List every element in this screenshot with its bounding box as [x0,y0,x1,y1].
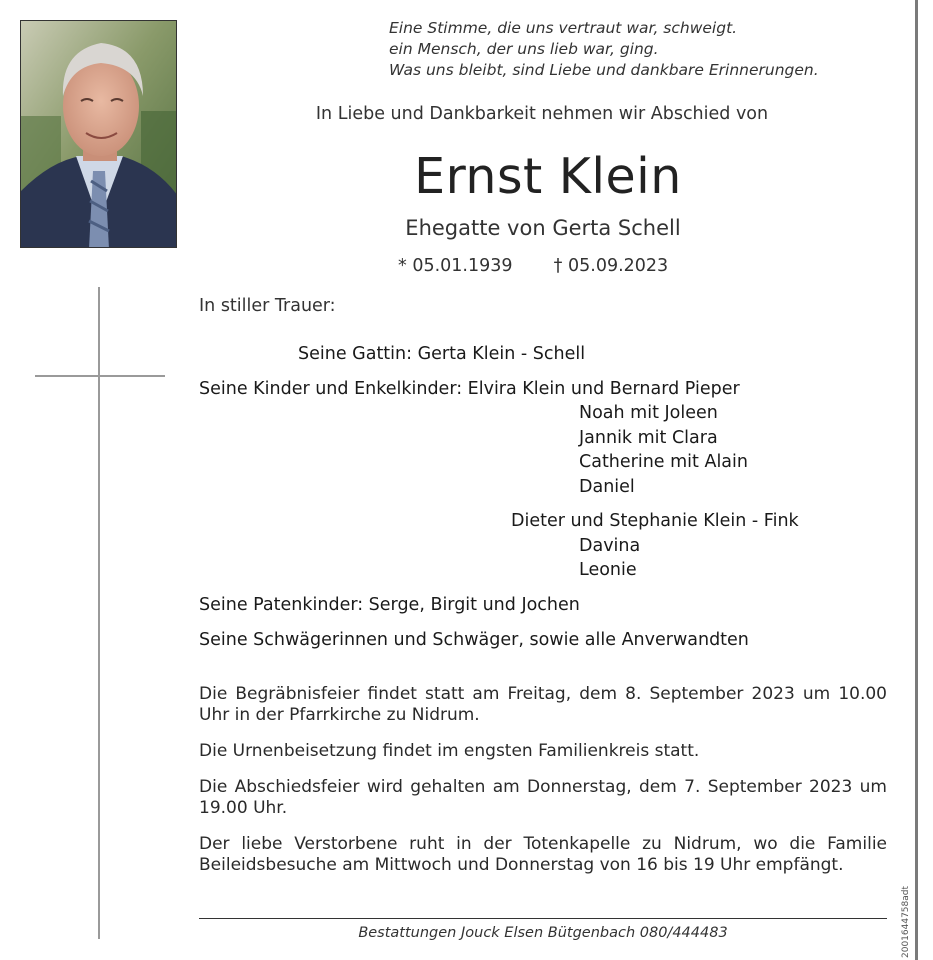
grandchild-item: Catherine mit Alain [579,452,748,472]
funeral-info: Die Begräbnisfeier findet statt am Freitag, dem 8. September 2023 um 10.00 Uhr in der Pfarrkirche zu Nidrum. [199,684,887,725]
undertaker-footer: Bestattungen Jouck Elsen Bütgenbach 080/444483 [358,925,728,941]
godchildren-line: Seine Patenkinder: Serge, Birgit und Jochen [199,595,580,615]
children-line: Seine Kinder und Enkelkinder: Elvira Klein und Bernard Pieper [199,379,740,399]
grandchild-item: Leonie [579,560,637,580]
farewell-info: Die Abschiedsfeier wird gehalten am Donnerstag, dem 7. September 2023 um 19.00 Uhr. [199,777,887,818]
spouse-line: Ehegatte von Gerta Schell [405,216,681,240]
intro-text: In Liebe und Dankbarkeit nehmen wir Abschied von [315,104,769,124]
urn-info: Die Urnenbeisetzung findet im engsten Familienkreis statt. [199,741,700,761]
ad-code: 2001644758adt [901,885,911,958]
deceased-name: Ernst Klein [414,148,682,205]
cross-vertical [98,287,100,939]
birth-date: * 05.01.1939 [398,256,513,276]
poem-line: ein Mensch, der uns lieb war, ging. [389,40,659,58]
grandchild-item: Davina [579,536,641,556]
memorial-poem [389,18,819,81]
child-line: Dieter und Stephanie Klein - Fink [511,511,799,531]
life-dates [398,256,668,276]
footer-divider [199,918,887,919]
grandchild-item: Daniel [579,477,635,497]
chapel-info: Der liebe Verstorbene ruht in der Totenkapelle zu Nidrum, wo die Familie Beileidsbesuche am Mittwoch und Donnerstag von 16 bis 19 Uhr empfängt. [199,834,887,875]
inlaws-line: Seine Schwägerinnen und Schwäger, sowie alle Anverwandten [199,630,749,650]
poem-line: Eine Stimme, die uns vertraut war, schweigt. [389,19,738,37]
grandchild-item: Jannik mit Clara [579,428,718,448]
grandchild-item: Noah mit Joleen [579,403,718,423]
death-date: † 05.09.2023 [553,256,669,276]
wife-line: Seine Gattin: Gerta Klein - Schell [298,344,586,364]
portrait-photo [20,20,177,248]
right-border [915,0,918,960]
poem-line: Was uns bleibt, sind Liebe und dankbare Erinnerungen. [389,61,819,79]
cross-horizontal [35,375,165,377]
mourning-label: In stiller Trauer: [199,296,336,316]
